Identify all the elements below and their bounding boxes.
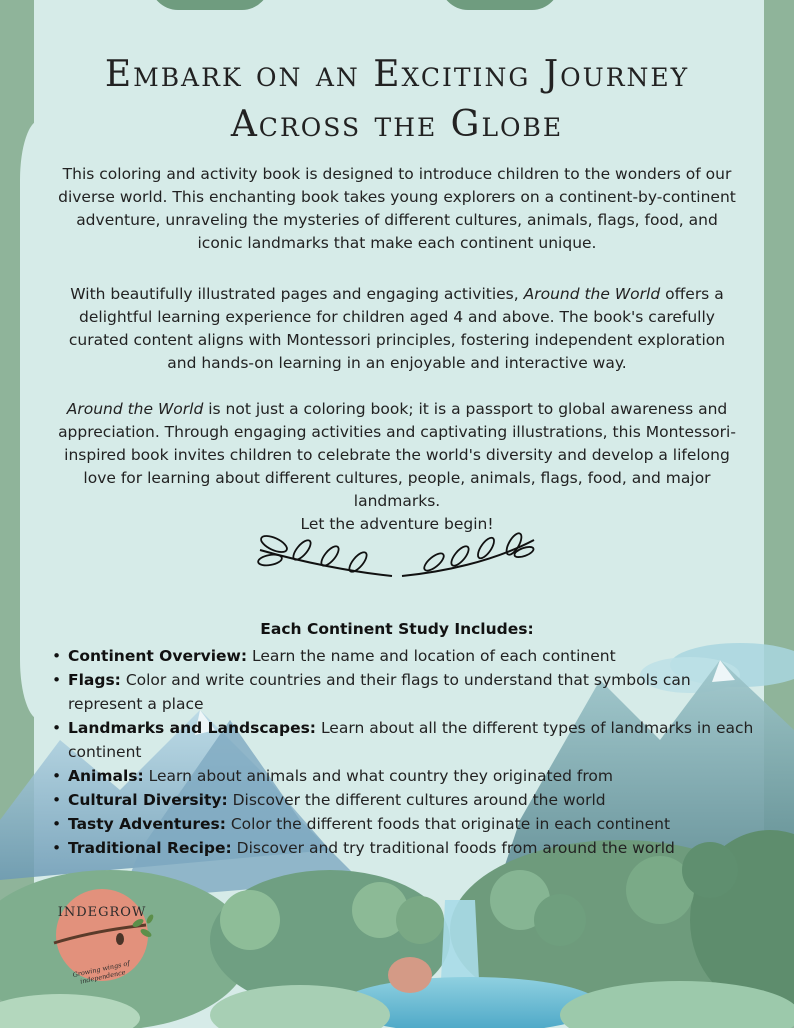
intro-paragraph-2 [56, 283, 738, 375]
item-label: Continent Overview: [68, 647, 248, 665]
item-text: Color the different foods that originate in each continent [225, 815, 671, 833]
item-label: Landmarks and Landscapes: [68, 719, 317, 737]
item-label: Cultural Diversity: [68, 791, 228, 809]
item-text: Learn about animals and what country they originated from [143, 767, 613, 785]
book-title-italic: Around the World [66, 400, 204, 418]
item-label: Tasty Adventures: [68, 815, 226, 833]
list-item [68, 716, 758, 764]
title-line-1: Embark on an Exciting Journey [104, 54, 690, 95]
title-line-2: Across the Globe [230, 104, 564, 145]
includes-heading: Each Continent Study Includes: [260, 620, 534, 638]
p2-text-start: With beautifully illustrated pages and engaging activities, [70, 285, 524, 303]
list-item [68, 668, 758, 716]
intro-paragraph-1: This coloring and activity book is designed to introduce children to the wonders of our diverse world. This enchanting book takes young explorers on a continent-by-continent adventure, unraveling the mysteries of different cultures, animals, flags, food, and iconic landmarks that make each continent unique. [58, 165, 736, 252]
logo-name: INDEGROW [57, 905, 147, 920]
brand-logo [50, 885, 154, 989]
list-item [68, 836, 758, 860]
page-title [60, 50, 734, 150]
p2-text-end: offers a delightful learning experience for children aged 4 and above. The book's carefully curated content aligns with Montessori principles, fostering independent exploration and hands-on learning in an enjoyable and interactive way. [68, 285, 726, 372]
p3-closing: Let the adventure begin! [300, 515, 494, 533]
item-label: Traditional Recipe: [68, 839, 232, 857]
list-item [68, 812, 758, 836]
list-item [68, 764, 758, 788]
item-text: Discover the different cultures around the world [227, 791, 606, 809]
book-title-italic: Around the World [523, 285, 661, 303]
item-text: Color and write countries and their flags to understand that symbols can represent a place [68, 671, 691, 713]
intro-paragraph-3 [56, 398, 738, 536]
p3-text: is not just a coloring book; it is a passport to global awareness and appreciation. Through engaging activities and captivating illustrations, this Montessori-inspired book invites children to celebrate the world's diversity and develop a lifelong love for learning about different cultures, people, animals, flags, food, and major landmarks. [58, 400, 736, 510]
logo-tagline: Growing wings of independence [71, 959, 131, 986]
list-item [68, 788, 758, 812]
item-label: Animals: [68, 767, 144, 785]
list-item [68, 644, 758, 668]
item-text: Learn about all the different types of landmarks in each continent [68, 719, 754, 761]
item-label: Flags: [68, 671, 121, 689]
item-text: Learn the name and location of each continent [247, 647, 616, 665]
includes-list [68, 644, 758, 860]
item-text: Discover and try traditional foods from around the world [231, 839, 675, 857]
laurel-divider-icon [252, 532, 542, 586]
